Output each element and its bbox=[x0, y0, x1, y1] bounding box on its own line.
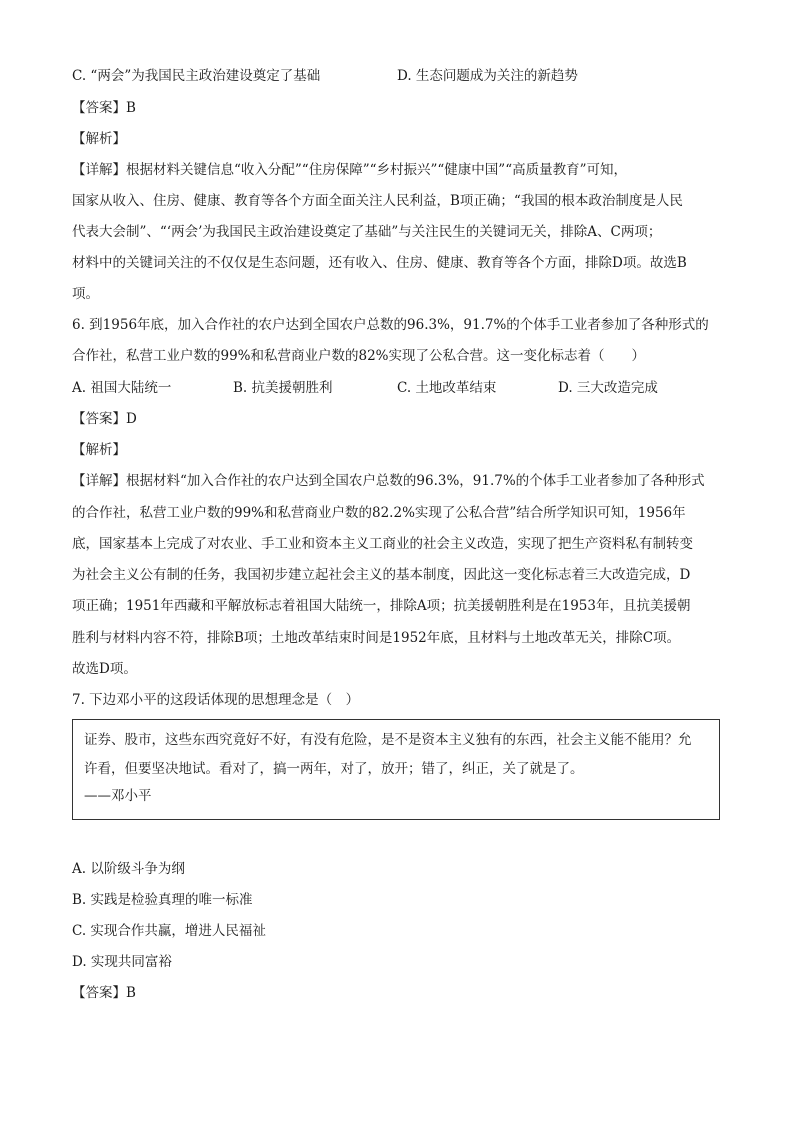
q5-option-d: D. 生态问题成为关注的新趋势 bbox=[397, 68, 578, 84]
q7-quote-line: 证券、股市，这些东西究竟好不好，有没有危险，是不是资本主义独有的东西，社会主义能不能用？允 bbox=[84, 732, 692, 748]
q5-detail-line: 国家从收入、住房、健康、教育等各个方面全面关注人民利益，B项正确；“我国的根本政治制度是人民 bbox=[72, 193, 683, 209]
q6-answer: 【答案】D bbox=[72, 411, 137, 427]
q7-quote-line: 许看，但要坚决地试。看对了，搞一两年，对了，放开；错了，纠正，关了就是了。 bbox=[84, 761, 584, 777]
q7-option-a: A. 以阶级斗争为纲 bbox=[72, 861, 185, 877]
q6-detail-line: 【详解】根据材料“加入合作社的农户达到全国农户总数的96.3%，91.7%的个体手工业者参加了各种形式 bbox=[72, 473, 705, 489]
q7-quote-attribution: ——邓小平 bbox=[84, 788, 152, 804]
q6-analysis-heading: 【解析】 bbox=[72, 442, 126, 458]
q6-option-a: A. 祖国大陆统一 bbox=[72, 380, 172, 396]
q7-option-b: B. 实践是检验真理的唯一标准 bbox=[72, 892, 253, 908]
q5-detail-line: 代表大会制”、“‘两会’为我国民主政治建设奠定了基础”与关注民生的关键词无关，排除A、C两项； bbox=[72, 224, 662, 240]
q5-analysis-heading: 【解析】 bbox=[72, 131, 126, 147]
q5-option-c: C. “两会”为我国民主政治建设奠定了基础 bbox=[72, 68, 321, 84]
q7-answer: 【答案】B bbox=[72, 985, 136, 1001]
q6-detail-line: 故选D项。 bbox=[72, 661, 137, 677]
q5-detail-line: 项。 bbox=[72, 286, 99, 302]
q6-detail-line: 的合作社，私营工业户数的99%和私营商业户数的82.2%实现了公私合营”结合所学知识可知，1956年 bbox=[72, 505, 686, 521]
q6-option-c: C. 土地改革结束 bbox=[397, 380, 497, 396]
q7-option-d: D. 实现共同富裕 bbox=[72, 954, 172, 970]
q6-stem-line: 6. 到1956年底，加入合作社的农户达到全国农户总数的96.3%，91.7%的个体手工业者参加了各种形式的 bbox=[72, 317, 709, 333]
q7-quote-box bbox=[72, 719, 720, 820]
q6-detail-line: 项正确；1951年西藏和平解放标志着祖国大陆统一，排除A项；抗美援朝胜利是在1953年，且抗美援朝 bbox=[72, 598, 691, 614]
q6-option-b: B. 抗美援朝胜利 bbox=[233, 380, 333, 396]
q5-answer: 【答案】B bbox=[72, 100, 136, 116]
q6-option-d: D. 三大改造完成 bbox=[558, 380, 658, 396]
q6-stem-line: 合作社，私营工业户数的99%和私营商业户数的82%实现了公私合营。这一变化标志着（ ） bbox=[72, 348, 646, 364]
q5-detail-line: 【详解】根据材料关键信息“收入分配”“住房保障”“乡村振兴”“健康中国”“高质量教育”可知， bbox=[72, 162, 628, 178]
q6-detail-line: 胜利与材料内容不符，排除B项；土地改革结束时间是1952年底，且材料与土地改革无关，排除C项。 bbox=[72, 630, 681, 646]
q7-stem: 7. 下边邓小平的这段话体现的思想理念是（ ） bbox=[72, 692, 360, 708]
q6-detail-line: 底，国家基本上完成了对农业、手工业和资本主义工商业的社会主义改造，实现了把生产资料私有制转变 bbox=[72, 536, 693, 552]
q7-option-c: C. 实现合作共赢，增进人民福祉 bbox=[72, 923, 266, 939]
q6-detail-line: 为社会主义公有制的任务，我国初步建立起社会主义的基本制度，因此这一变化标志着三大改造完成，D bbox=[72, 567, 691, 583]
q5-detail-line: 材料中的关键词关注的不仅仅是生态问题，还有收入、住房、健康、教育等各个方面，排除D项。故选B bbox=[72, 255, 687, 271]
